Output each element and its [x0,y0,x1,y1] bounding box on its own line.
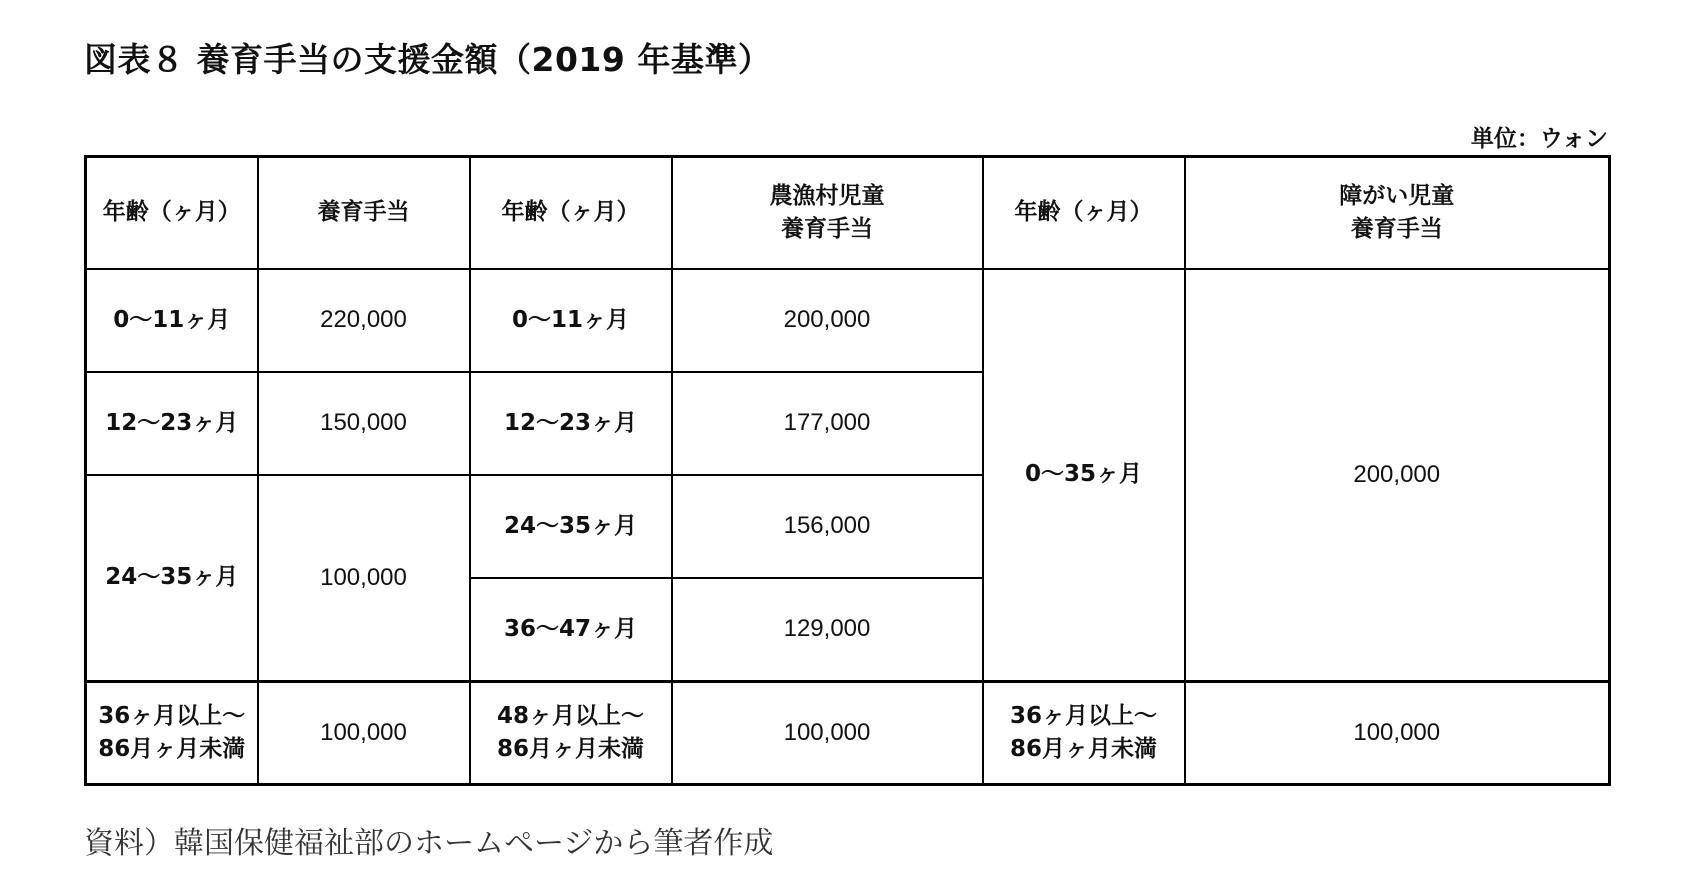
rural-amount-cell: 156,000 [672,475,983,578]
rural-age-cell: 48ヶ月以上～ 86月ヶ月未満 [470,682,672,785]
header-cell: 養育手当 [258,157,470,270]
header-cell: 障がい児童 養育手当 [1185,157,1610,270]
disabled-amount-cell: 200,000 [1185,269,1610,682]
allowance-table [84,155,1611,786]
header-cell: 農漁村児童 養育手当 [672,157,983,270]
header-cell: 年齢（ヶ月） [470,157,672,270]
rural-age-cell: 24～35ヶ月 [470,475,672,578]
general-amount-cell: 100,000 [258,475,470,682]
table-row [86,269,1610,372]
general-age-cell: 36ヶ月以上～ 86月ヶ月未満 [86,682,258,785]
disabled-amount-cell: 100,000 [1185,682,1610,785]
header-cell: 年齢（ヶ月） [86,157,258,270]
rural-age-cell: 36～47ヶ月 [470,578,672,682]
general-amount-cell: 220,000 [258,269,470,372]
header-cell: 年齢（ヶ月） [983,157,1185,270]
header-row [86,157,1610,270]
source-note: 資料）韓国保健福祉部のホームページから筆者作成 [84,826,774,861]
rural-amount-cell: 129,000 [672,578,983,682]
general-amount-cell: 100,000 [258,682,470,785]
rural-amount-cell: 200,000 [672,269,983,372]
disabled-age-cell: 36ヶ月以上～ 86月ヶ月未満 [983,682,1185,785]
figure-title: 図表８ 養育手当の支援金額（2019 年基準） [84,40,772,79]
unit-label: 単位：ウォン [1470,126,1608,152]
rural-amount-cell: 100,000 [672,682,983,785]
general-age-cell: 0～11ヶ月 [86,269,258,372]
general-age-cell: 24～35ヶ月 [86,475,258,682]
rural-amount-cell: 177,000 [672,372,983,475]
general-amount-cell: 150,000 [258,372,470,475]
disabled-age-cell: 0～35ヶ月 [983,269,1185,682]
general-age-cell: 12～23ヶ月 [86,372,258,475]
rural-age-cell: 0～11ヶ月 [470,269,672,372]
table-row [86,682,1610,785]
rural-age-cell: 12～23ヶ月 [470,372,672,475]
